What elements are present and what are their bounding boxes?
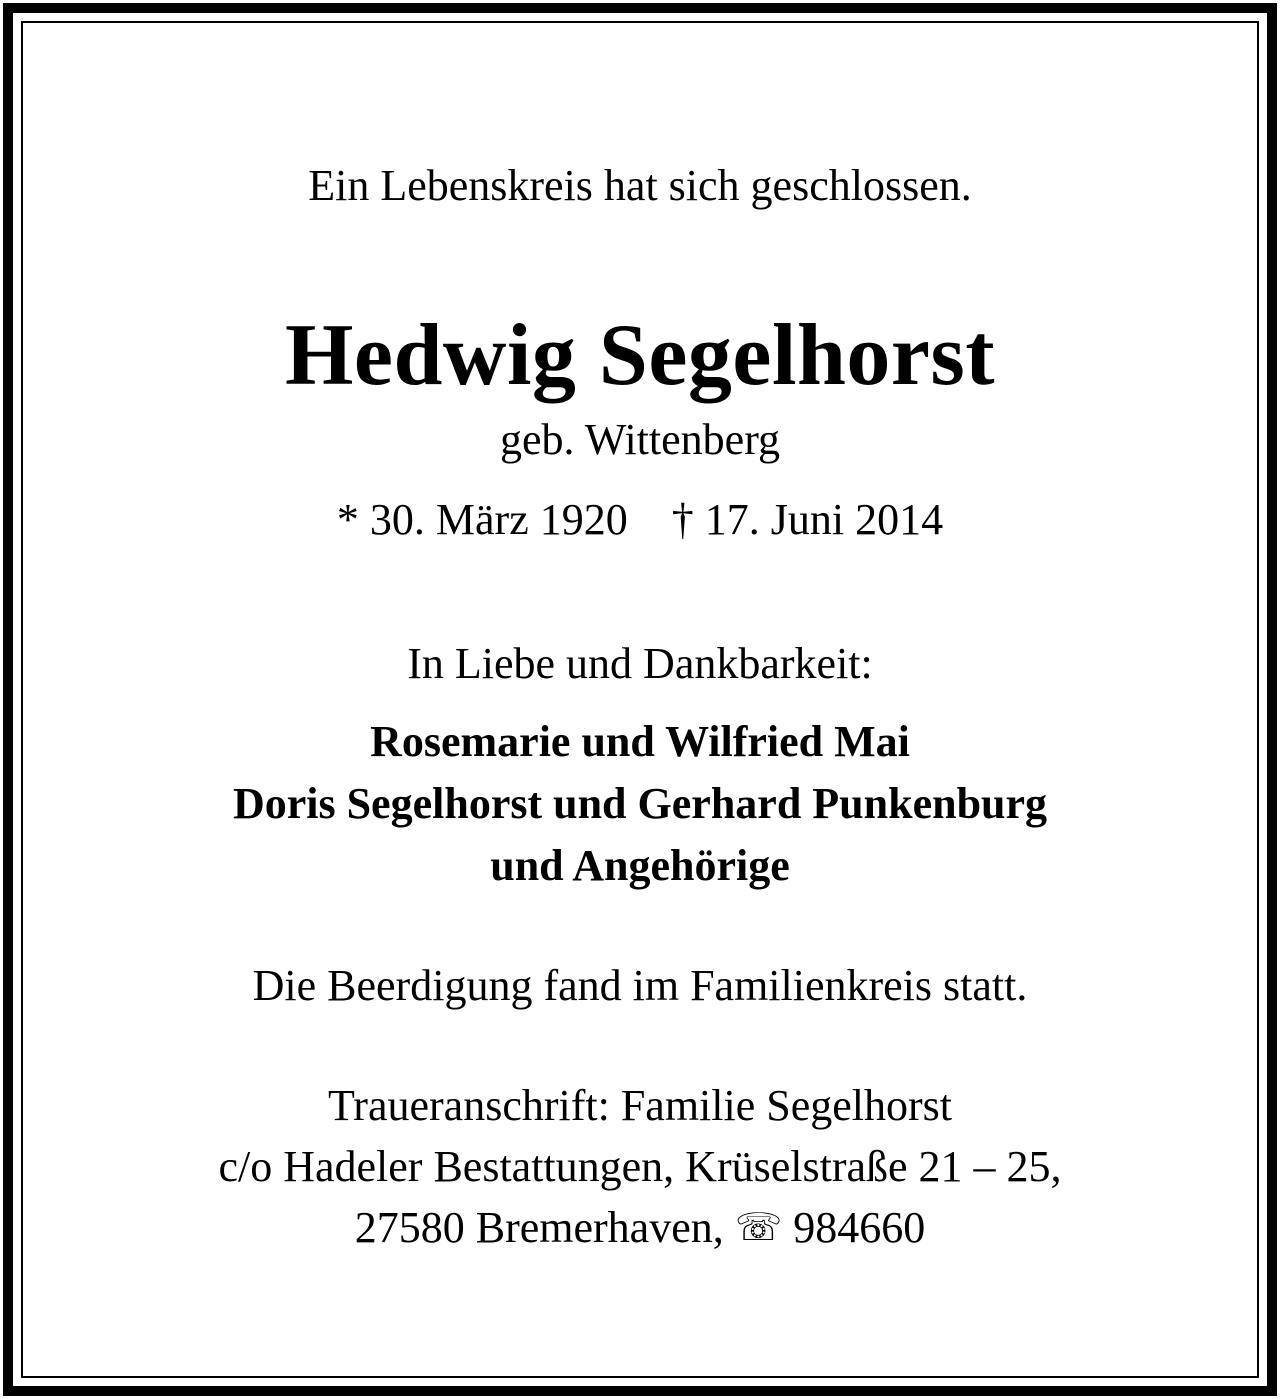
- intro-text: Ein Lebenskreis hat sich geschlossen.: [308, 161, 972, 210]
- address-city: 27580 Bremerhaven,: [354, 1203, 724, 1252]
- mourner-line: und Angehörige: [490, 841, 790, 890]
- mourner-line: Doris Segelhorst und Gerhard Punkenburg: [232, 779, 1048, 828]
- phone-icon: ☏: [734, 1205, 783, 1249]
- address-line: [0, 1203, 1280, 1252]
- address-line: c/o Hadeler Bestattungen, Krüselstraße 21 – 25,: [218, 1142, 1062, 1191]
- funeral-note: Die Beerdigung fand im Familienkreis statt.: [252, 961, 1028, 1010]
- address-line: Traueranschrift: Familie Segelhorst: [327, 1081, 953, 1130]
- phone-number: 984660: [793, 1203, 926, 1252]
- deceased-name: Hedwig Segelhorst: [284, 307, 995, 404]
- dedication-text: In Liebe und Dankbarkeit:: [407, 639, 873, 688]
- birth-name: geb. Wittenberg: [499, 415, 781, 464]
- death-date: † 17. Juni 2014: [671, 495, 944, 544]
- life-dates: [0, 495, 1280, 544]
- birth-date: * 30. März 1920: [336, 495, 628, 544]
- mourner-line: Rosemarie und Wilfried Mai: [370, 717, 910, 766]
